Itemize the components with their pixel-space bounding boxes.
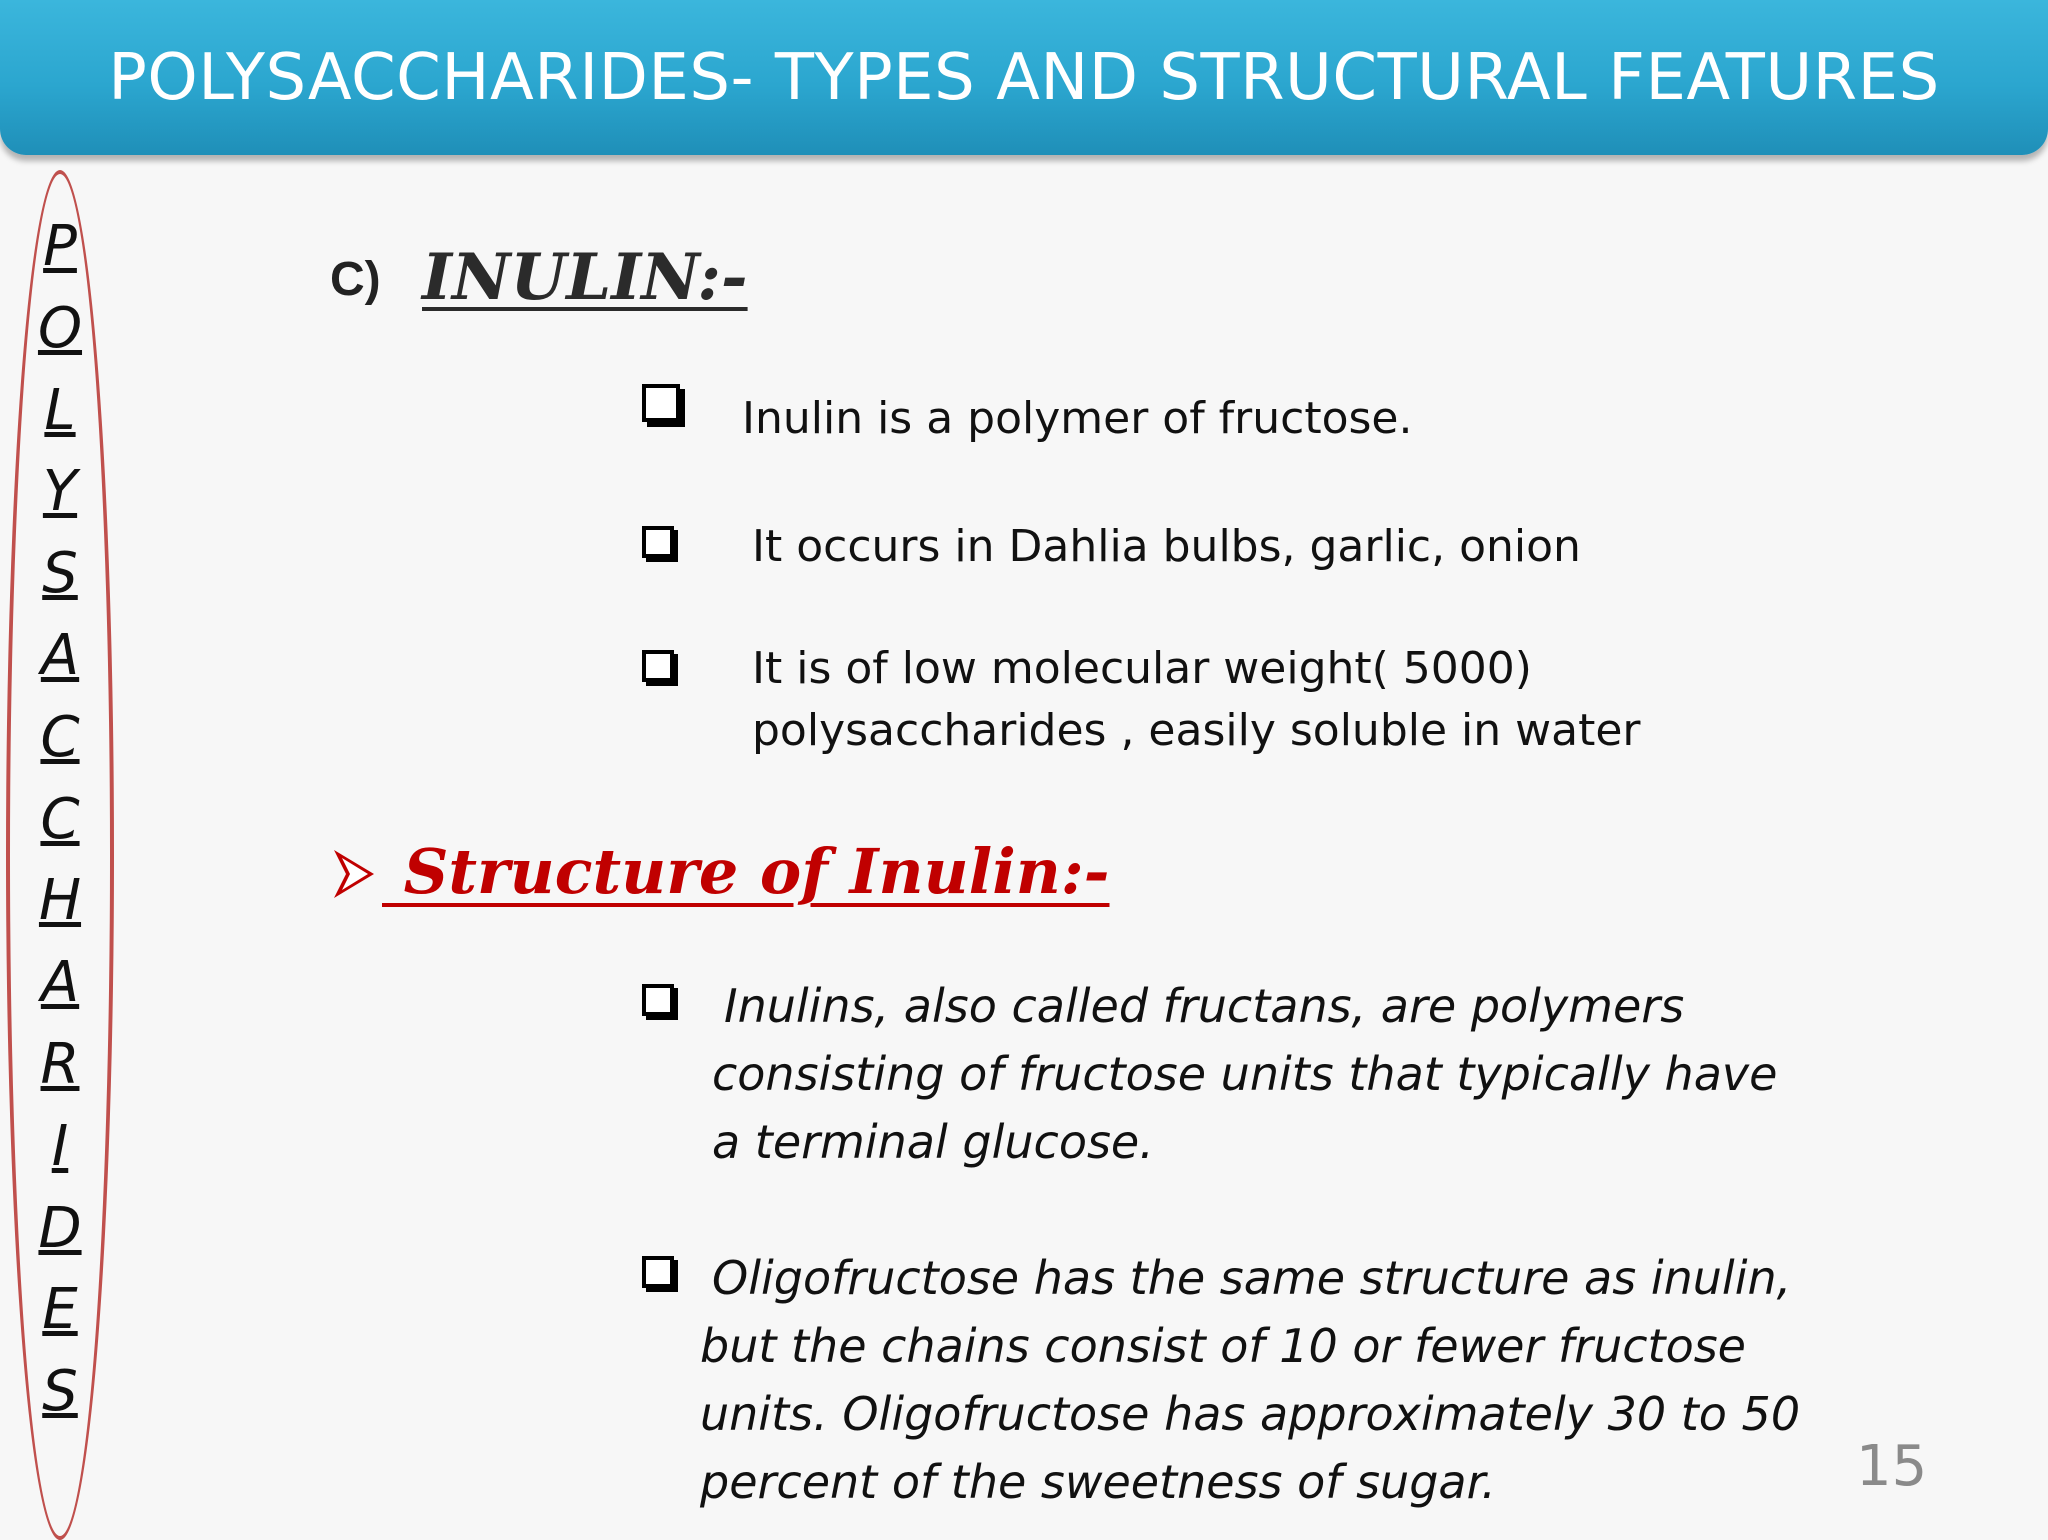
checkbox-bullet-icon xyxy=(642,526,674,558)
vertical-letter: I xyxy=(51,1113,69,1179)
vertical-letter: H xyxy=(38,868,82,934)
section-marker: C) xyxy=(330,253,381,306)
checkbox-bullet-icon xyxy=(642,384,680,422)
bullet-text: Inulins, also called fructans, are polymers xyxy=(724,979,1685,1033)
section-title: INULIN:- xyxy=(422,240,748,315)
vertical-letter: C xyxy=(40,704,80,770)
vertical-letter: C xyxy=(40,786,80,852)
vertical-word xyxy=(20,206,100,1433)
vertical-letter: O xyxy=(37,295,83,361)
vertical-letter: A xyxy=(40,622,80,688)
structure-heading: Structure of Inulin:- xyxy=(382,835,1110,908)
vertical-letter: E xyxy=(42,1277,78,1343)
bullet-text: percent of the sweetness of sugar. xyxy=(700,1455,1496,1509)
vertical-letter: S xyxy=(42,541,78,607)
vertical-letter: D xyxy=(38,1195,82,1261)
page-number: 15 xyxy=(1856,1434,1928,1499)
bullet-text: Oligofructose has the same structure as inulin, xyxy=(712,1251,1792,1305)
bullet-text: a terminal glucose. xyxy=(712,1115,1154,1169)
vertical-letter: S xyxy=(42,1359,78,1425)
bullet-text: It occurs in Dahlia bulbs, garlic, onion xyxy=(752,521,1581,572)
bullet-text: units. Oligofructose has approximately 30 to 50 xyxy=(700,1387,1801,1441)
vertical-letter: Y xyxy=(42,459,78,525)
bullet-text: Inulin is a polymer of fructose. xyxy=(742,393,1413,444)
vertical-letter: A xyxy=(40,950,80,1016)
checkbox-bullet-icon xyxy=(642,1256,674,1288)
vertical-letter: R xyxy=(40,1031,80,1097)
arrow-bullet-icon xyxy=(332,848,376,900)
bullet-text: consisting of fructose units that typically have xyxy=(712,1047,1778,1101)
bullet-text: It is of low molecular weight( 5000) xyxy=(752,643,1532,694)
checkbox-bullet-icon xyxy=(642,984,674,1016)
checkbox-bullet-icon xyxy=(642,650,674,682)
title-bar xyxy=(0,0,2048,155)
slide-title: POLYSACCHARIDES- TYPES AND STRUCTURAL FEATURES xyxy=(108,41,1940,115)
bullet-text: polysaccharides , easily soluble in water xyxy=(752,705,1641,756)
vertical-letter: L xyxy=(44,377,76,443)
bullet-text: but the chains consist of 10 or fewer fructose xyxy=(700,1319,1746,1373)
vertical-letter: P xyxy=(43,214,77,279)
